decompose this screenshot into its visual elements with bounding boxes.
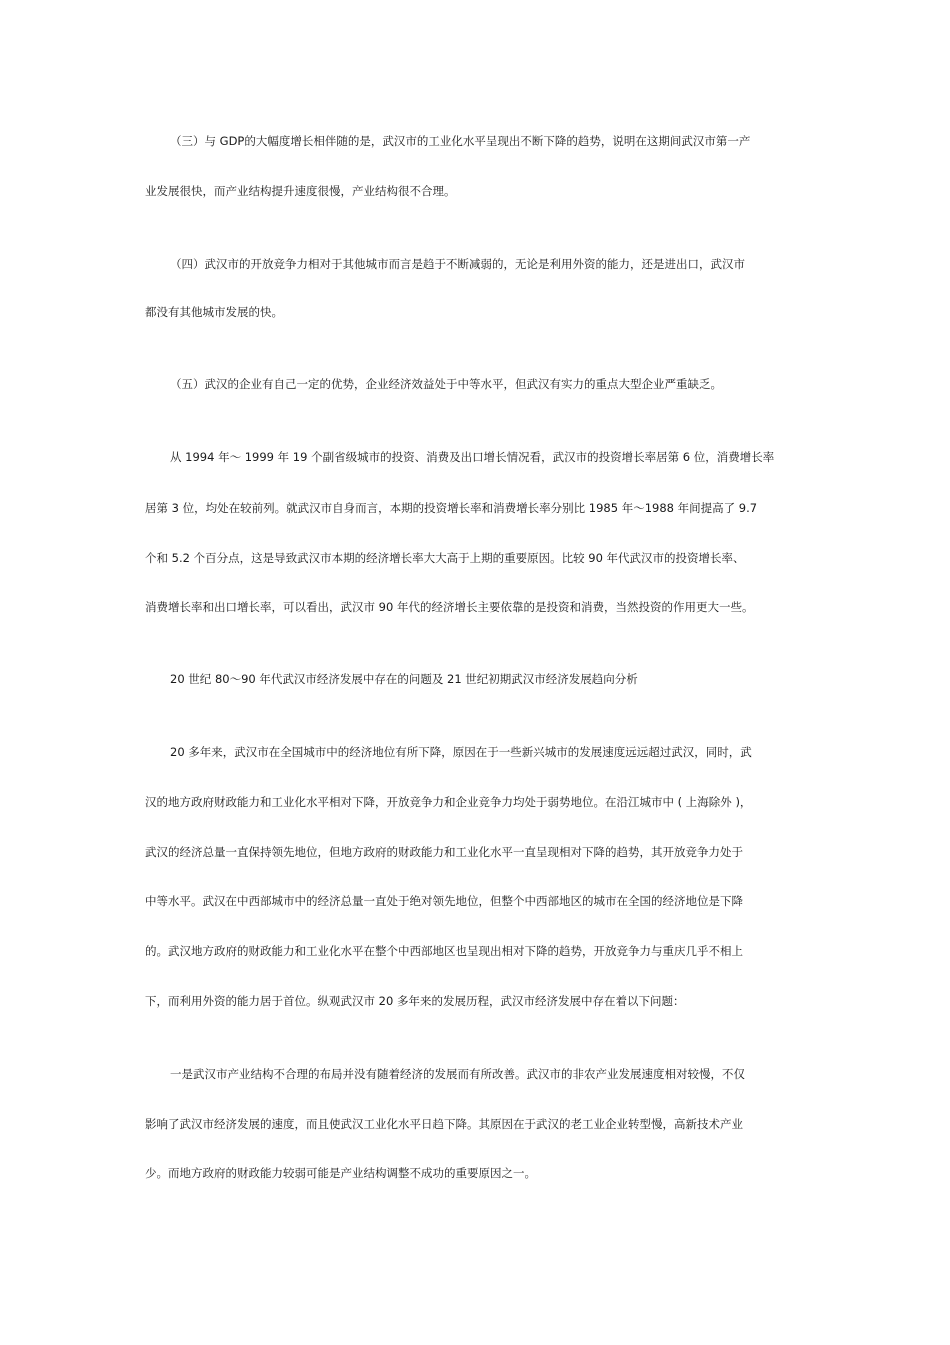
paragraph-4-line-4: 消费增长率和出口增长率，可以看出，武汉市 90 年代的经济增长主要依靠的是投资和消费，当然投资的作用更大一些。	[145, 600, 754, 614]
paragraph-2-line-2: 都没有其他城市发展的快。	[145, 305, 283, 319]
paragraph-7-line-2: 影响了武汉市经济发展的速度，而且使武汉工业化水平日趋下降。其原因在于武汉的老工业企业转型慢，高新技术产业	[145, 1117, 743, 1131]
paragraph-6-line-6: 下，而利用外资的能力居于首位。纵观武汉市 20 多年来的发展历程，武汉市经济发展中存在着以下问题：	[145, 994, 685, 1008]
paragraph-1-line-1: （三）与 GDP的大幅度增长相伴随的是，武汉市的工业化水平呈现出不断下降的趋势，说明在这期间武汉市第一产	[170, 134, 751, 148]
paragraph-1-line-2: 业发展很快，而产业结构提升速度很慢，产业结构很不合理。	[145, 184, 456, 198]
paragraph-6-line-3: 武汉的经济总量一直保持领先地位，但地方政府的财政能力和工业化水平一直呈现相对下降的趋势，其开放竞争力处于	[145, 845, 743, 859]
paragraph-7-line-1: 一是武汉市产业结构不合理的布局并没有随着经济的发展而有所改善。武汉市的非农产业发展速度相对较慢，不仅	[170, 1067, 745, 1081]
paragraph-3-line-1: （五）武汉的企业有自己一定的优势，企业经济效益处于中等水平，但武汉有实力的重点大型企业严重缺乏。	[170, 377, 722, 391]
paragraph-6-line-1: 20 多年来，武汉市在全国城市中的经济地位有所下降，原因在于一些新兴城市的发展速度远远超过武汉，同时，武	[170, 745, 752, 759]
paragraph-4-line-3: 个和 5.2 个百分点，这是导致武汉市本期的经济增长率大大高于上期的重要原因。比较 90 年代武汉市的投资增长率、	[145, 551, 745, 565]
paragraph-2-line-1: （四）武汉市的开放竞争力相对于其他城市而言是趋于不断减弱的，无论是利用外资的能力，还是进出口，武汉市	[170, 257, 745, 271]
paragraph-7-line-3: 少。而地方政府的财政能力较弱可能是产业结构调整不成功的重要原因之一。	[145, 1166, 536, 1180]
paragraph-4-line-1: 从 1994 年～ 1999 年 19 个副省级城市的投资、消费及出口增长情况看，武汉市的投资增长率居第 6 位，消费增长率	[170, 450, 775, 464]
paragraph-4-line-2: 居第 3 位，均处在较前列。就武汉市自身而言，本期的投资增长率和消费增长率分别比 1985 年～1988 年间提高了 9.7	[145, 501, 758, 515]
paragraph-6-line-2: 汉的地方政府财政能力和工业化水平相对下降，开放竞争力和企业竞争力均处于弱势地位。在沿江城市中 ( 上海除外 )，	[145, 795, 752, 809]
paragraph-6-line-4: 中等水平。武汉在中西部城市中的经济总量一直处于绝对领先地位，但整个中西部地区的城市在全国的经济地位是下降	[145, 894, 743, 908]
paragraph-6-line-5: 的。武汉地方政府的财政能力和工业化水平在整个中西部地区也呈现出相对下降的趋势，开放竞争力与重庆几乎不相上	[145, 944, 743, 958]
section-heading: 20 世纪 80～90 年代武汉市经济发展中存在的问题及 21 世纪初期武汉市经济发展趋向分析	[170, 672, 638, 686]
